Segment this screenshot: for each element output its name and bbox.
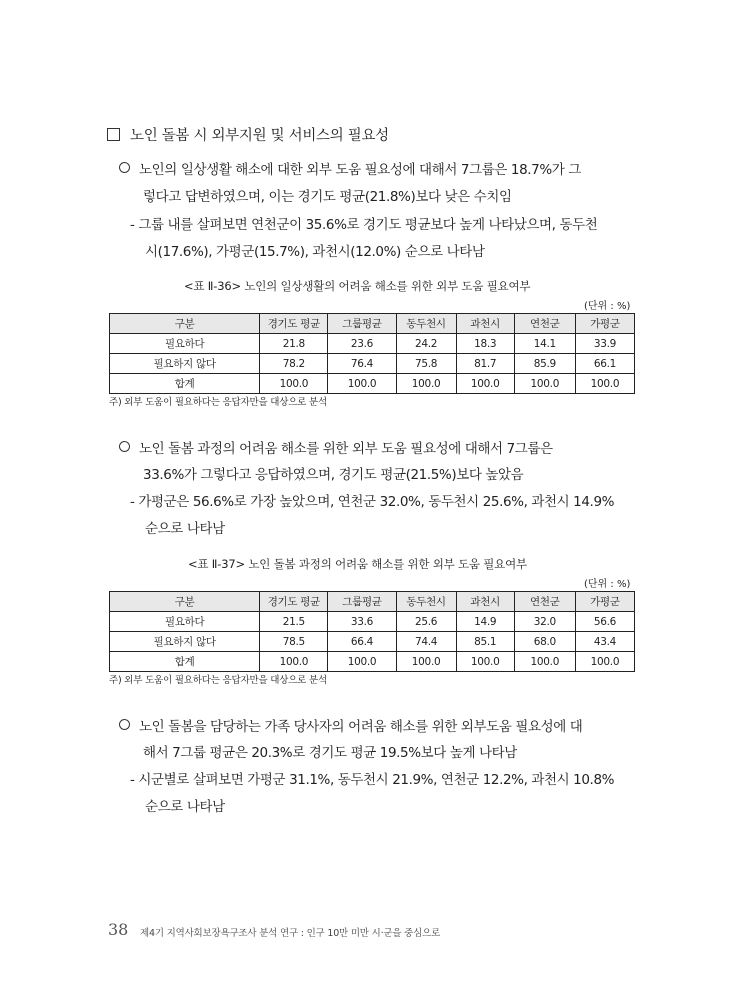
bullet-circle-icon <box>119 719 130 730</box>
table-cell: 32.0 <box>514 612 575 632</box>
table-cell: 33.9 <box>575 334 634 354</box>
bullet-circle-icon <box>119 162 130 173</box>
table-cell: 21.5 <box>260 612 328 632</box>
paragraph-1-sub-line-2: 시(17.6%), 가평군(15.7%), 과천시(12.0%) 순으로 나타남 <box>145 244 485 260</box>
row-label: 필요하지 않다 <box>110 632 260 652</box>
table-1-caption: <표 Ⅱ-36> 노인의 일상생활의 어려움 해소를 위한 외부 도움 필요여부 <box>184 279 531 293</box>
table-1 <box>109 313 635 394</box>
paragraph-3-sub-line-1: - 시군별로 살펴보면 가평군 31.1%, 동두천시 21.9%, 연천군 12.2%, 과천시 10.8% <box>130 772 615 788</box>
row-label: 합계 <box>110 652 260 672</box>
table-cell: 100.0 <box>260 652 328 672</box>
table-2 <box>109 591 635 672</box>
paragraph-1-line-2: 렇다고 답변하였으며, 이는 경기도 평균(21.8%)보다 낮은 수치임 <box>143 189 512 205</box>
column-header: 동두천시 <box>396 314 456 334</box>
table-cell: 21.8 <box>260 334 328 354</box>
table-row <box>110 612 635 632</box>
column-header: 연천군 <box>514 314 575 334</box>
paragraph-2-sub-line-2: 순으로 나타남 <box>145 521 225 537</box>
table-cell: 100.0 <box>514 374 575 394</box>
paragraph-2-sub-line-1: - 가평군은 56.6%로 가장 높았으며, 연천군 32.0%, 동두천시 25.6%, 과천시 14.9% <box>130 494 615 510</box>
footer-title: 제4기 지역사회보장욕구조사 분석 연구 : 인구 10만 미만 시·군을 중심으로 <box>140 928 441 939</box>
paragraph-2-line-1: 노인 돌봄 과정의 어려움 해소를 위한 외부 도움 필요성에 대해서 7그룹은 <box>139 441 553 457</box>
table-cell: 24.2 <box>396 334 456 354</box>
paragraph-3-sub-line-2: 순으로 나타남 <box>145 799 225 815</box>
section-heading <box>107 124 389 145</box>
table-cell: 66.1 <box>575 354 634 374</box>
table-2-note: 주) 외부 도움이 필요하다는 응답자만을 대상으로 분석 <box>109 675 327 686</box>
table-cell: 66.4 <box>328 632 396 652</box>
table-cell: 85.9 <box>514 354 575 374</box>
paragraph-3-line-1: 노인 돌봄을 담당하는 가족 당사자의 어려움 해소를 위한 외부도움 필요성에 대 <box>139 719 583 735</box>
table-cell: 100.0 <box>575 374 634 394</box>
column-header: 과천시 <box>456 592 514 612</box>
table-row <box>110 334 635 354</box>
paragraph-3-line-2: 해서 7그룹 평균은 20.3%로 경기도 평균 19.5%보다 높게 나타남 <box>143 745 517 761</box>
table-cell: 14.9 <box>456 612 514 632</box>
table-cell: 100.0 <box>575 652 634 672</box>
table-2-unit: (단위 : %) <box>584 579 631 590</box>
table-1-note: 주) 외부 도움이 필요하다는 응답자만을 대상으로 분석 <box>109 397 327 408</box>
column-header: 가평군 <box>575 592 634 612</box>
table-cell: 18.3 <box>456 334 514 354</box>
table-cell: 81.7 <box>456 354 514 374</box>
table-cell: 100.0 <box>396 374 456 394</box>
table-cell: 100.0 <box>328 652 396 672</box>
table-cell: 14.1 <box>514 334 575 354</box>
column-header: 그룹평균 <box>328 314 396 334</box>
column-header: 그룹평균 <box>328 592 396 612</box>
paragraph-2 <box>119 436 553 463</box>
column-header: 동두천시 <box>396 592 456 612</box>
table-cell: 85.1 <box>456 632 514 652</box>
table-row <box>110 354 635 374</box>
section-heading-text: 노인 돌봄 시 외부지원 및 서비스의 필요성 <box>130 128 389 144</box>
table-cell: 100.0 <box>456 652 514 672</box>
paragraph-1 <box>119 157 581 184</box>
table-2-header-row <box>110 592 635 612</box>
table-cell: 23.6 <box>328 334 396 354</box>
column-header: 가평군 <box>575 314 634 334</box>
table-cell: 76.4 <box>328 354 396 374</box>
column-header: 과천시 <box>456 314 514 334</box>
table-cell: 56.6 <box>575 612 634 632</box>
row-label: 필요하다 <box>110 334 260 354</box>
column-header: 경기도 평균 <box>260 314 328 334</box>
column-header: 구분 <box>110 592 260 612</box>
column-header: 구분 <box>110 314 260 334</box>
checkbox-square-icon <box>107 128 120 141</box>
table-cell: 78.5 <box>260 632 328 652</box>
table-cell: 78.2 <box>260 354 328 374</box>
table-row <box>110 652 635 672</box>
table-cell: 100.0 <box>514 652 575 672</box>
table-cell: 74.4 <box>396 632 456 652</box>
table-cell: 68.0 <box>514 632 575 652</box>
column-header: 경기도 평균 <box>260 592 328 612</box>
row-label: 필요하다 <box>110 612 260 632</box>
row-label: 합계 <box>110 374 260 394</box>
column-header: 연천군 <box>514 592 575 612</box>
table-row <box>110 374 635 394</box>
table-2-caption: <표 Ⅱ-37> 노인 돌봄 과정의 어려움 해소를 위한 외부 도움 필요여부 <box>188 557 527 571</box>
paragraph-2-line-2: 33.6%가 그렇다고 응답하였으며, 경기도 평균(21.5%)보다 높았음 <box>143 467 524 483</box>
table-cell: 100.0 <box>396 652 456 672</box>
table-cell: 75.8 <box>396 354 456 374</box>
table-cell: 43.4 <box>575 632 634 652</box>
table-cell: 100.0 <box>260 374 328 394</box>
table-cell: 25.6 <box>396 612 456 632</box>
paragraph-3 <box>119 714 582 741</box>
row-label: 필요하지 않다 <box>110 354 260 374</box>
table-cell: 100.0 <box>328 374 396 394</box>
table-row <box>110 632 635 652</box>
bullet-circle-icon <box>119 441 130 452</box>
paragraph-1-line-1: 노인의 일상생활 해소에 대한 외부 도움 필요성에 대해서 7그룹은 18.7%가 그 <box>139 162 581 178</box>
table-cell: 100.0 <box>456 374 514 394</box>
table-1-header-row <box>110 314 635 334</box>
table-1-unit: (단위 : %) <box>584 301 631 312</box>
paragraph-1-sub-line-1: - 그룹 내를 살펴보면 연천군이 35.6%로 경기도 평균보다 높게 나타났으며, 동두천 <box>130 217 598 233</box>
table-cell: 33.6 <box>328 612 396 632</box>
page-number: 38 <box>108 920 129 939</box>
